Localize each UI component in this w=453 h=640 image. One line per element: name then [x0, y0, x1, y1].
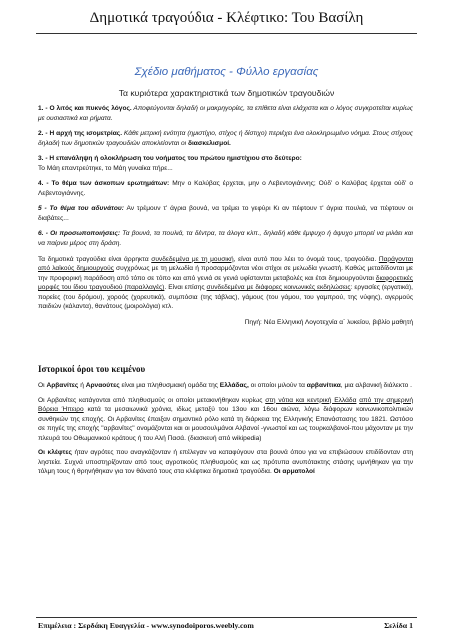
header-divider: [36, 33, 417, 34]
feature-item-6: [38, 229, 413, 248]
feature-body: Μην ο Καλύβας έρχεται, μην ο Λεβεντογιάννης; Ούδ' ο Καλύβας έρχεται ούδ' ο Λεβεντογιάννης.: [38, 180, 414, 197]
paragraph-text: Τα δημοτικά τραγούδια είναι άρρηκτα: [38, 255, 152, 263]
intro-paragraph: [38, 255, 413, 312]
page-header: Δημοτικά τραγούδια - Κλέφτικο: Του Βασίλη: [89, 10, 364, 26]
features-list: [38, 104, 413, 333]
feature-lead: 1. - Ο λιτός και πυκνός λόγος.: [38, 105, 132, 112]
history-text-run: Οι Αρβανίτες κατάγονται από πληθυσμούς οι οποίοι μετακινήθηκαν κυρίως: [38, 396, 266, 404]
history-text-run: οι οποίοι μιλούν τα: [248, 382, 307, 389]
history-term: Αρναούτες: [85, 382, 120, 389]
feature-body: Αποφεύγονται δηλαδή οι μακρηγορίες, τα επίθετα είναι ελάχιστα και ο λόγος συγκροτείται κυρίως με ουσιαστικά και ρήματα.: [38, 105, 413, 122]
paragraph-emphasis: διαφορετικές μορφές του ίδιου τραγουδιού (παραλλαγές): [38, 274, 413, 292]
paragraph-emphasis: συνδεδεμένα με διάφορες κοινωνικές εκδηλώσεις: [206, 284, 351, 292]
feature-item-5: [38, 204, 413, 223]
section-heading: Ιστορικοί όροι του κειμένου: [38, 364, 146, 374]
history-term: Οι κλέφτες: [38, 449, 72, 457]
footer-divider: [36, 617, 417, 618]
history-emphasis: από την σημερινή Βόρεια Ήπειρο: [38, 396, 413, 414]
paragraph-text: : εργασίες (εργατικά), πορείες (του δρόμου), χοροός (χορευτικά), συμπόσια (της τάβλας), γάμους (του γάμου, του γαμπρού, της νύφης), αγερμούς παιδιών (κάλαντα), θανάτους (μοιρολόγια) κτλ.: [38, 284, 413, 311]
history-text-run: είναι μια πληθυσμιακή ομάδα της: [119, 382, 220, 389]
feature-item-4: [38, 179, 413, 198]
feature-item-3: [38, 154, 413, 173]
history-text-run: , μια αλβανική διάλεκτο .: [340, 382, 412, 389]
document-title: Σχέδιο μαθήματος - Φύλλο εργασίας: [134, 66, 319, 78]
feature-lead: 6. - Οι προσωποποιήσεις:: [38, 230, 121, 238]
paragraph-emphasis: συνδεδεμένα με τη μουσική: [151, 255, 234, 263]
history-text-run: Οι: [38, 382, 47, 389]
feature-body: Κάθε μετρική ενότητα (ημιστίχιο, στίχος ή δίστιχο) περιέχει ένα ολοκληρωμένο νόημα. Στους στίχους δηλαδή των δημοτικών τραγουδιών αποκλείονται οι: [38, 130, 413, 147]
history-paragraph-2: [38, 396, 413, 444]
feature-body: Τα βουνά, τα πουλιά, τα δέντρα, τα άλογα κλπ., δηλαδή κάθε έμψυχο ή άψυχο μπορεί να μιλάει και να παίρνει μέρος στη δράση.: [38, 230, 413, 248]
paragraph-text: συγχρόνως με τη μελωδία ή προσαρμόζονται νέοι στίχοι σε μελωδία γνωστή. Καθώς μεταδίδονται με την προφορική παράδοση από τόπο σε τόπο και από γενιά σε γενιά υφίστανται μεταβολές και έτσι δημιουργούνται: [38, 265, 413, 282]
paragraph-emphasis: Παράγονται από λαϊκούς δημιουργούς: [38, 255, 413, 273]
feature-lead: 2. - Η αρχή της ισομετρίας.: [38, 130, 123, 138]
history-text: [38, 381, 413, 482]
footer-author: Επιμέλεια : Σερδάκη Ευαγγελία - www.synodoiporos.weebly.com: [38, 621, 254, 630]
feature-tail: διασκελισμοί.: [187, 139, 231, 147]
history-term: αρβανίτικα: [306, 382, 341, 389]
feature-body: Το Μάη επαντρεύτηκε, το Μάη γυναίκα πήρε...: [38, 164, 173, 172]
history-term: Ελλάδας,: [219, 382, 249, 389]
feature-body: Αν τρέμουν τ' άγρια βουνά, να τρέμει το γεφύρι Κι αν πέφτουν τ' άγρια πουλιά, να πέφτουν οι διαβάτες...: [38, 205, 414, 222]
feature-lead: 4. - Το θέμα των άσκοπων ερωτημάτων:: [38, 180, 170, 188]
feature-lead: 3. - Η επανάληψη ή ολοκλήρωση του νοήματος του πρώτου ημιστίχιου στο δεύτερο:: [38, 155, 302, 163]
history-text-run: ήταν αγρότες που αναγκάζονταν ή επέλεγαν να καταφύγουν στα βουνά όπου για να επιβιώσουν επιδίδονταν στη ληστεία. Συχνά υποστηρίζονταν από τους αγροτικούς πληθυσμούς και ως πρότυπα ανυπότακτης στάσης υμνήθηκαν για την τόλμη τους ή θρηνήθηκαν για τον θάνατό τους στα κλέφτικα δημοτικά τραγούδια.: [38, 449, 413, 476]
source-citation: Πηγή: Νέα Ελληνική Λογοτεχνία α΄ λυκείου, βιβλίο μαθητή: [244, 318, 413, 326]
page-number: Σελίδα 1: [384, 621, 413, 630]
history-paragraph-1: [38, 381, 413, 391]
history-term: Οι αρματολοί: [273, 468, 315, 476]
document-subtitle: Τα κυριότερα χαρακτηριστικά των δημοτικών τραγουδιών: [118, 88, 335, 98]
history-paragraph-3: [38, 448, 413, 477]
paragraph-text: . Είναι επίσης: [164, 284, 207, 292]
history-term: Αρβανίτες: [46, 382, 79, 389]
paragraph-text: , είναι αυτό που λέει το όνομά τους, τραγούδια.: [233, 255, 379, 263]
feature-lead: 5 - Το θέμα του αδυνάτου:: [38, 205, 124, 213]
history-emphasis: στη νότια και κεντρική Ελλάδα: [265, 396, 357, 404]
history-text-run: ή: [78, 382, 86, 389]
feature-item-1: [38, 104, 413, 123]
feature-item-2: [38, 129, 413, 148]
history-text-run: κατά τα μεσαιωνικά χρόνια, ιδίως μεταξύ του 13ου και 16ου αιώνα, λόγω διάφορων κοινωνικοπολιτικών συνθηκών της εποχής. Οι Αρβανίτες έπαιξαν σημαντικό ρόλο κατά τη διάρκεια της Ελληνικής Επανάστασης του 1821. Ωστόσο σε πηγές της εποχής "αρβανίτες" ονομάζονται και οι μουσουλμάνοι Αλβανοί -γνωστοί και ως τουρκαλβανοί-που μάχονταν με την πλευρά του Οθωμανικού κράτους ή του Αλή Πασά. (διασκευή από wikipedia): [38, 406, 414, 442]
